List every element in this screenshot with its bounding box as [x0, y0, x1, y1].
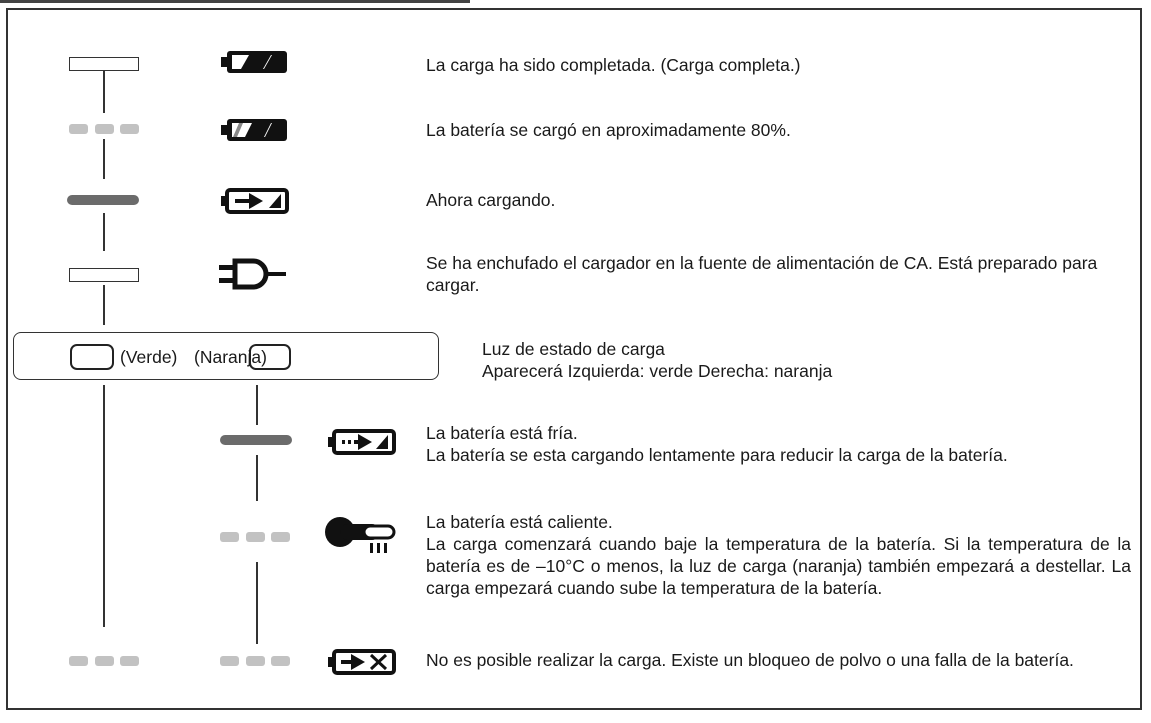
battery-80-icon — [219, 116, 291, 144]
status-text: La batería está fría. — [426, 423, 578, 443]
lead-line — [103, 67, 105, 113]
green-label: (Verde) — [120, 347, 178, 367]
lead-line — [256, 385, 258, 425]
lead-line — [256, 455, 258, 501]
status-text: Se ha enchufado el cargador en la fuente de alimentación de CA. Está preparado para cargar. — [426, 253, 1098, 295]
legend-title: Luz de estado de carga — [482, 339, 665, 359]
green-led-off — [69, 57, 139, 71]
green-light-marker — [70, 344, 114, 370]
status-text: La batería se cargó en aproximadamente 80%. — [426, 120, 791, 140]
ac-plug-icon — [219, 258, 291, 290]
battery-charging-icon — [219, 187, 291, 215]
charge-light-legend — [13, 332, 439, 380]
lead-line — [103, 213, 105, 251]
battery-error-icon — [326, 648, 398, 676]
orange-led-blinking — [220, 532, 290, 542]
orange-led-blinking — [220, 656, 290, 666]
thermometer-hot-icon — [324, 512, 400, 556]
status-text: Ahora cargando. — [426, 190, 556, 210]
lead-line — [103, 385, 105, 627]
status-text: La carga comenzará cuando baje la temperatura de la batería. Si la temperatura de la batería es de –10°C o menos, la luz de carga (naranja) también empezará a destellar. La carga empezará cuando sube la temperatura de la batería. — [426, 534, 1131, 598]
top-rule — [0, 0, 470, 3]
legend-description: Aparecerá Izquierda: verde Derecha: naranja — [482, 361, 833, 381]
lead-line — [256, 562, 258, 644]
lead-line — [103, 285, 105, 325]
status-text: La batería está caliente. — [426, 512, 613, 532]
status-text: La batería se esta cargando lentamente para reducir la carga de la batería. — [426, 445, 1008, 465]
battery-cold-charging-icon — [326, 428, 398, 456]
status-text: La carga ha sido completada. (Carga completa.) — [426, 55, 801, 75]
green-led-on — [67, 195, 139, 205]
orange-led-on — [220, 435, 292, 445]
green-led-off — [69, 268, 139, 282]
green-led-blinking — [69, 124, 139, 134]
lead-line — [103, 139, 105, 179]
green-led-blinking — [69, 656, 139, 666]
battery-full-icon — [219, 48, 291, 76]
orange-label: (Naranja) — [194, 347, 267, 367]
status-text: No es posible realizar la carga. Existe un bloqueo de polvo o una falla de la batería. — [426, 650, 1074, 670]
